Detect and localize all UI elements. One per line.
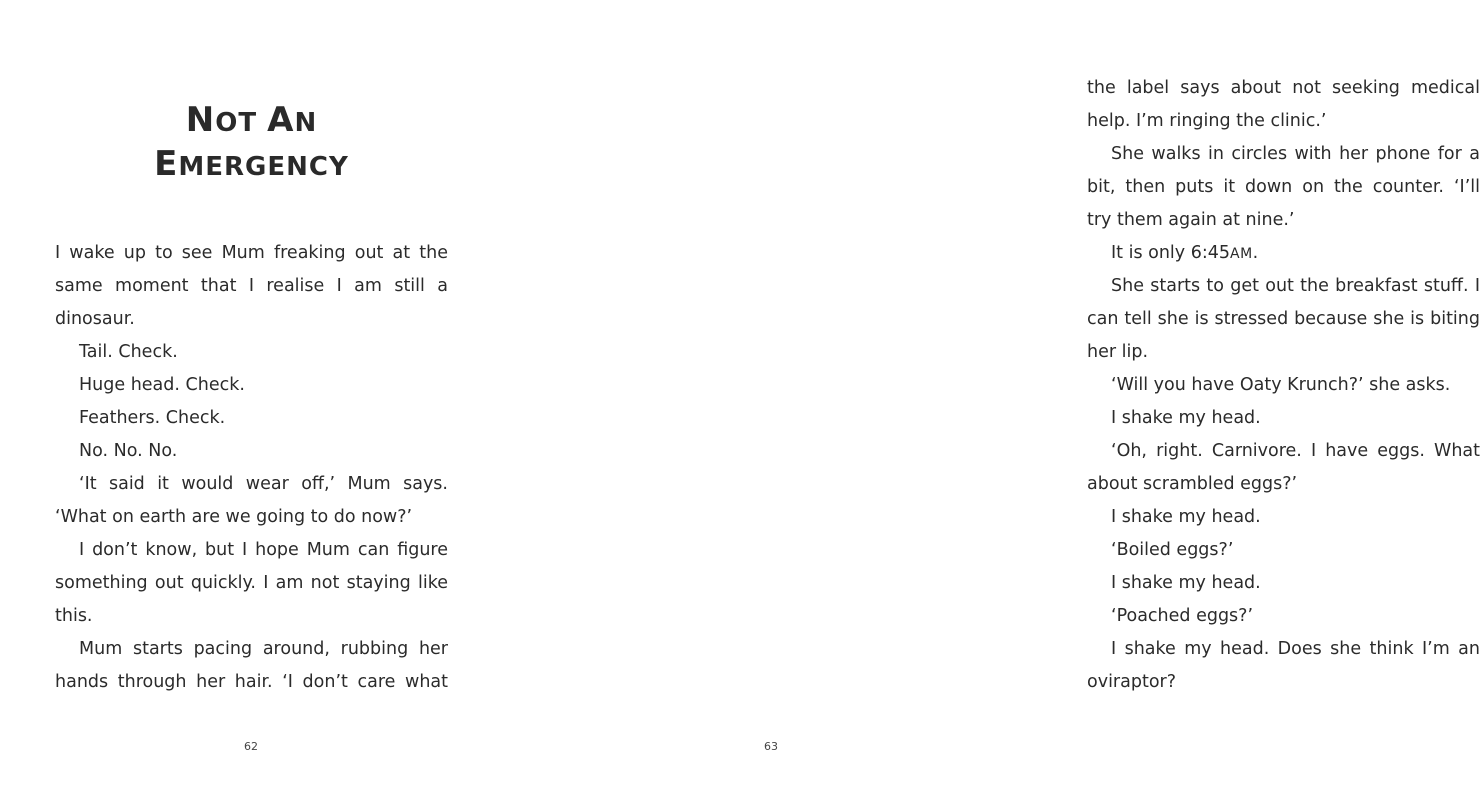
text-line: Mum starts pacing around, rubbing her [79,639,448,659]
text-line: I wake up to see Mum freaking out at the [55,243,448,263]
text-line: ‘What on earth are we going to do now?’ [55,507,413,527]
text-line: No. No. No. [79,441,178,461]
chapter-title-line-1: NOT AN [185,100,318,140]
left-page-body [55,237,448,699]
text-line: oviraptor? [1087,672,1177,692]
text-line: ‘Boiled eggs?’ [1111,540,1234,560]
text-line: She walks in circles with her phone for a [1111,144,1480,164]
text-line: It is only 6:45AM. [1111,243,1259,263]
text-line: this. [55,606,93,626]
text-line: Tail. Check. [79,342,178,362]
text-line: I don’t know, but I hope Mum can figure [79,540,448,560]
page-number: 62 [244,740,258,753]
text-line: can tell she is stressed because she is biting [1087,309,1480,329]
text-line: I shake my head. Does she think I’m an [1111,639,1480,659]
text-line: the label says about not seeking medical [1087,78,1480,98]
text-line: ‘Will you have Oaty Krunch?’ she asks. [1111,375,1451,395]
text-line: about scrambled eggs?’ [1087,474,1298,494]
text-line: try them again at nine.’ [1087,210,1295,230]
right-page [512,0,1480,786]
text-line: I shake my head. [1111,573,1261,593]
text-line: something out quickly. I am not staying like [55,573,448,593]
text-line: ‘Oh, right. Carnivore. I have eggs. What [1111,441,1480,461]
text-line: help. I’m ringing the clinic.’ [1087,111,1327,131]
text-line: I shake my head. [1111,408,1261,428]
text-line: same moment that I realise I am still a [55,276,448,296]
text-line: I shake my head. [1111,507,1261,527]
text-line: She starts to get out the breakfast stuff. I [1111,276,1480,296]
right-page-body [1087,72,1480,699]
time-suffix: AM [1230,246,1253,262]
text-line: her lip. [1087,342,1149,362]
text-line: ‘It said it would wear off,’ Mum says. [79,474,448,494]
text-line: dinosaur. [55,309,135,329]
text-line: ‘Poached eggs?’ [1111,606,1254,626]
left-page [0,0,512,786]
page-number: 63 [764,740,778,753]
text-line: Feathers. Check. [79,408,226,428]
text-line: Huge head. Check. [79,375,245,395]
text-line: hands through her hair. ‘I don’t care what [55,672,448,692]
chapter-title-line-2: EMERGENCY [154,144,349,184]
text-line: bit, then puts it down on the counter. ‘I’ll [1087,177,1480,197]
